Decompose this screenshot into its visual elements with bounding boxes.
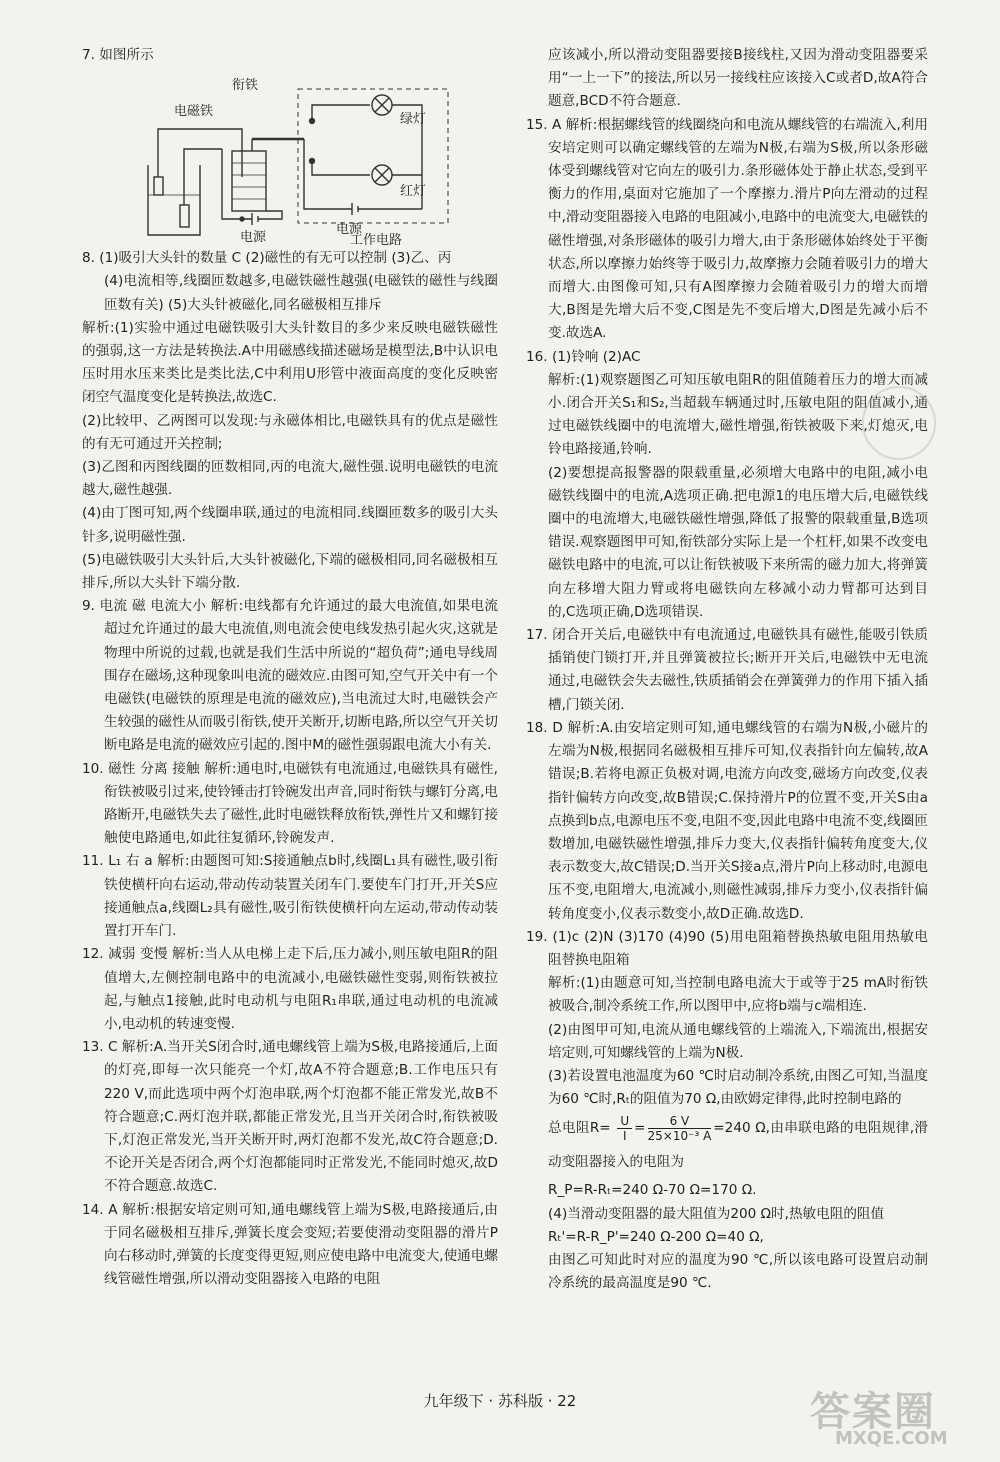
item-8-analysis-4: (4)由丁图可知,两个线圈串联,通过的电流相同.线圈匝数多的吸引大头针多,说明磁性强. — [82, 505, 498, 545]
item-8-analysis-3: (3)乙图和丙图线圈的匝数相同,丙的电流大,磁性强.说明电磁铁的电流越大,磁性越强. — [82, 459, 498, 499]
circuit-diagram — [82, 69, 498, 245]
label-green-lamp: 绿灯 — [400, 112, 427, 128]
item-17: 17. 闭合开关后,电磁铁中有电流通过,电磁铁具有磁性,能吸引铁质插销使门锁打开,并且弹簧被拉长;断开开关后,电磁铁中无电流通过,电磁铁会失去磁性,铁质插销会在弹簧弹力的作用下插入插槽,门锁关闭. — [526, 627, 928, 713]
watermark-url: MXQE.COM — [835, 1428, 948, 1449]
item-19-analysis-5: 由图乙可知此时对应的温度为90 ℃,所以该电路可设置启动制冷系统的最高温度是90 ℃. — [548, 1251, 928, 1292]
item-19: 19. (1)c (2)N (3)170 (4)90 (5)用电阻箱替换热敏电阻用热敏电阻替换电阻箱 — [526, 928, 928, 968]
item-16: 16. (1)铃响 (2)AC — [526, 348, 641, 365]
formula-prefix: 总电阻R= — [548, 1120, 611, 1137]
item-19-formula: 总电阻R= $\frac{U}{I}$ = $\frac{6 V}{\text{25×10⁻³ A}}$ =240 Ω,由串联电路的电阻规律,滑动变阻器接入的电阻为 — [548, 1113, 928, 1171]
label-red-lamp: 红灯 — [400, 184, 427, 200]
page-footer: 九年级下 · 苏科版 · 22 — [423, 1392, 577, 1410]
item-16-analysis-1: 解析:(1)观察题图乙可知压敏电阻R的阻值随着压力的增大而减小.闭合开关S₁和S₂,当超载车辆通过时,压敏电阻的阻值减小,通过电磁铁线圈中的电流增大,磁性增强,衔铁被吸下来,灯熄灭,电铃电路接通,铃响. — [548, 371, 928, 458]
item-8-cont: (4)电流相等,线圈匝数越多,电磁铁磁性越强(电磁铁的磁性与线圈匝数有关) (5)大头针被磁化,同名磁极相互排斥 — [104, 273, 498, 313]
fraction-value — [648, 1114, 712, 1143]
item-8-analysis-1: 解析:(1)实验中通过电磁铁吸引大头针数目的多少来反映电磁铁磁性的强弱,这一方法是转换法.A中用磁感线描述磁场是模型法,B中认识电压时用水压来类比是类比法,C中利用U形管中液面高度的变化反映密闭空气温度变化是转换法,故选C. — [82, 319, 498, 406]
circuit-svg — [82, 69, 498, 245]
item-19-rp: R_P=R-Rₜ=240 Ω-70 Ω=170 Ω. — [548, 1182, 757, 1199]
fraction-denominator-i: I — [622, 1128, 627, 1143]
label-electromagnet: 电磁铁 — [174, 104, 214, 120]
item-19-analysis-2: (2)由图甲可知,电流从通电螺线管的上端流入,下端流出,根据安培定则,可知螺线管的上端为N极. — [548, 1021, 928, 1061]
item-7: 7. 如图所示 — [82, 47, 154, 63]
item-12: 12. 减弱 变慢 解析:当人从电梯上走下后,压力减小,则压敏电阻R的阻值增大,左侧控制电路中的电流减小,电磁铁磁性变弱,则衔铁被拉起,与触点1接触,此时电动机与电阻R₁串联,通过电动机的电流减小,电动机的转速变慢. — [82, 946, 498, 1032]
fraction-numerator-value: 6 V — [648, 1114, 712, 1129]
faint-stamp — [862, 386, 936, 460]
right-column — [526, 44, 928, 1295]
item-8-analysis-2: (2)比较甲、乙两图可以发现:与永磁体相比,电磁铁具有的优点是磁性的有无可通过开关控制; — [82, 412, 498, 452]
fraction-u-over-i — [617, 1114, 632, 1143]
item-19-rt: Rₜ'=R-R_P'=240 Ω-200 Ω=40 Ω, — [548, 1228, 764, 1245]
left-column — [82, 44, 498, 1291]
label-armature: 衔铁 — [232, 78, 259, 94]
item-13: 13. C 解析:A.当开关S闭合时,通电螺线管上端为S极,电路接通后,上面的灯亮,即每一次只能亮一个灯,故A不符合题意;B.工作电压只有220 V,而此选项中两个灯泡串联,两个灯泡都不能正常发光,故B不符合题意;C.两灯泡并联,都能正常发光,且当开关闭合时,衔铁被吸下,灯泡正常发光,当开关断开时,两灯泡都不发光,故C符合题意;D.不论开关是否闭合,两个灯泡都能同时正常发光,不能同时熄灭,故D不符合题意.故选C. — [82, 1039, 498, 1195]
item-15: 15. A 解析:根据螺线管的线圈绕向和电流从螺线管的右端流入,利用安培定则可以确定螺线管的左端为N极,右端为S极,所以条形磁体受到螺线管对它向左的吸引力.条形磁体处于静止状态,受到平衡力的作用,桌面对它施加了一个摩擦力.滑片P向左滑动的过程中,滑动变阻器接入电路的电阻减小,电路中的电流变大,电磁铁的磁性增强,对条形磁体的吸引力增大,由于条形磁体始终处于平衡状态,所以摩擦力始终等于吸引力,故摩擦力会随着吸引力的增大而增大.由图像可知,只有A图摩擦力会随着吸引力的增大而增大,B图是先增大后不变,C图是先不变后增大,D图是先减小后不变.故选A. — [526, 116, 928, 342]
fraction-denominator-value: 25×10⁻³ A — [647, 1128, 712, 1143]
item-18: 18. D 解析:A.由安培定则可知,通电螺线管的右端为N极,小磁片的左端为N极,根据同名磁极相互排斥可知,仪表指针向左偏转,故A错误;B.若将电源正负极对调,电流方向改变,磁场方向改变,仪表指针偏转方向改变,故B错误;C.保持滑片P的位置不变,开关S由a点换到b点,电源电压不变,电阻不变,因此电路中电流不变,线圈匝数增加,电磁铁磁性增强,排斥力变大,仪表指针偏转角度变大,仪表示数变大,故C错误;D.当开关S接a点,滑片P向上移动时,电源电压不变,电阻增大,电流减小,则磁性减弱,排斥力变小,仪表指针偏转角度变小,仪表示数变小,故D正确.故选D. — [526, 719, 928, 922]
label-work-circuit: 工作电路 — [350, 233, 403, 246]
item-8-analysis-5: (5)电磁铁吸引大头针后,大头针被磁化,下端的磁极相同,同名磁极相互排斥,所以大头针下端分散. — [82, 551, 498, 592]
item-11: 11. L₁ 右 a 解析:由题图可知:S接通触点b时,线圈L₁具有磁性,吸引衔铁使横杆向右运动,带动传动装置关闭车门.要使车门打开,开关S应接通触点a,线圈L₂具有磁性,吸引衔铁使横杆向左运动,带动传动装置打开车门. — [82, 853, 498, 940]
item-8: 8. (1)吸引大头针的数量 C (2)磁性的有无可以控制 (3)乙、丙 — [82, 250, 452, 267]
watermark-logo: 答案圈 — [810, 1389, 936, 1435]
item-19-analysis-1: 解析:(1)由题意可知,当控制电路电流大于或等于25 mA时衔铁被吸合,制冷系统工作,所以图甲中,应将b端与c端相连. — [548, 975, 928, 1015]
item-10: 10. 磁性 分离 接触 解析:通电时,电磁铁有电流通过,电磁铁具有磁性,衔铁被吸引过来,使铃锤击打铃碗发出声音,同时衔铁与螺钉分离,电路断开,电磁铁失去了磁性,此时电磁铁释放衔铁,弹性片又和螺钉接触使电路通电,如此往复循环,铃碗发声. — [82, 760, 498, 847]
item-19-analysis-3: (3)若设置电池温度为60 ℃时启动制冷系统,由图乙可知,当温度为60 ℃时,Rₜ的阻值为70 Ω,由欧姆定律得,此时控制电路的 — [548, 1067, 928, 1108]
fraction-numerator-u: U — [617, 1114, 632, 1129]
item-9: 9. 电流 磁 电流大小 解析:电线都有允许通过的最大电流值,如果电流超过允许通过的最大电流值,则电流会使电线发热引起火灾,这就是物理中所说的过载,也就是我们生活中所说的“超负荷”;通电导线周围存在磁场,这种现象叫电流的磁效应.由图可知,空气开关中有一个电磁铁(电磁铁的原理是电流的磁效应),当电流过大时,电磁铁会产生较强的磁性从而吸引衔铁,使开关断开,切断电路,所以空气开关切断电路是电流的磁效应引起的.图中M的磁性强弱跟电流大小有关. — [82, 598, 498, 754]
item-14-cont: 应该减小,所以滑动变阻器要接B接线柱,又因为滑动变阻器要采用“一上一下”的接法,所以另一接线柱应该接入C或者D,故A符合题意,BCD不符合题意. — [548, 47, 928, 110]
item-16-analysis-2: (2)要想提高报警器的限载重量,必须增大电路中的电阻,减小电磁铁线圈中的电流,A选项正确.把电源1的电压增大后,电磁铁线圈中的电流增大,电磁铁磁性增强,降低了报警的限载重量,B选项错误.观察题图甲可知,衔铁部分实际上是一个杠杆,如果不改变电磁铁电路中的电流,可以让衔铁被吸下来所需的磁力加大,将弹簧向左移增大阻力臂或将电磁铁向左移减小动力臂都可达到目的,C选项正确,D选项错误. — [548, 464, 928, 620]
label-work-power: 电源 — [336, 222, 363, 238]
item-14: 14. A 解析:根据安培定则可知,通电螺线管上端为S极,电路接通后,由于同名磁极相互排斥,弹簧长度会变短;若要使滑动变阻器的滑片P向右移动时,弹簧的长度变得更短,则应使电路中电流变大,使通电螺线管磁性增强,所以滑动变阻器接入电路的电阻 — [82, 1201, 498, 1288]
formula-suffix: =240 Ω,由串联电路的电阻规律,滑动变阻器接入的电阻为 — [548, 1120, 928, 1171]
item-19-analysis-4: (4)当滑动变阻器的最大阻值为200 Ω时,热敏电阻的阻值 — [548, 1205, 885, 1222]
label-control-power: 电源 — [240, 230, 267, 246]
